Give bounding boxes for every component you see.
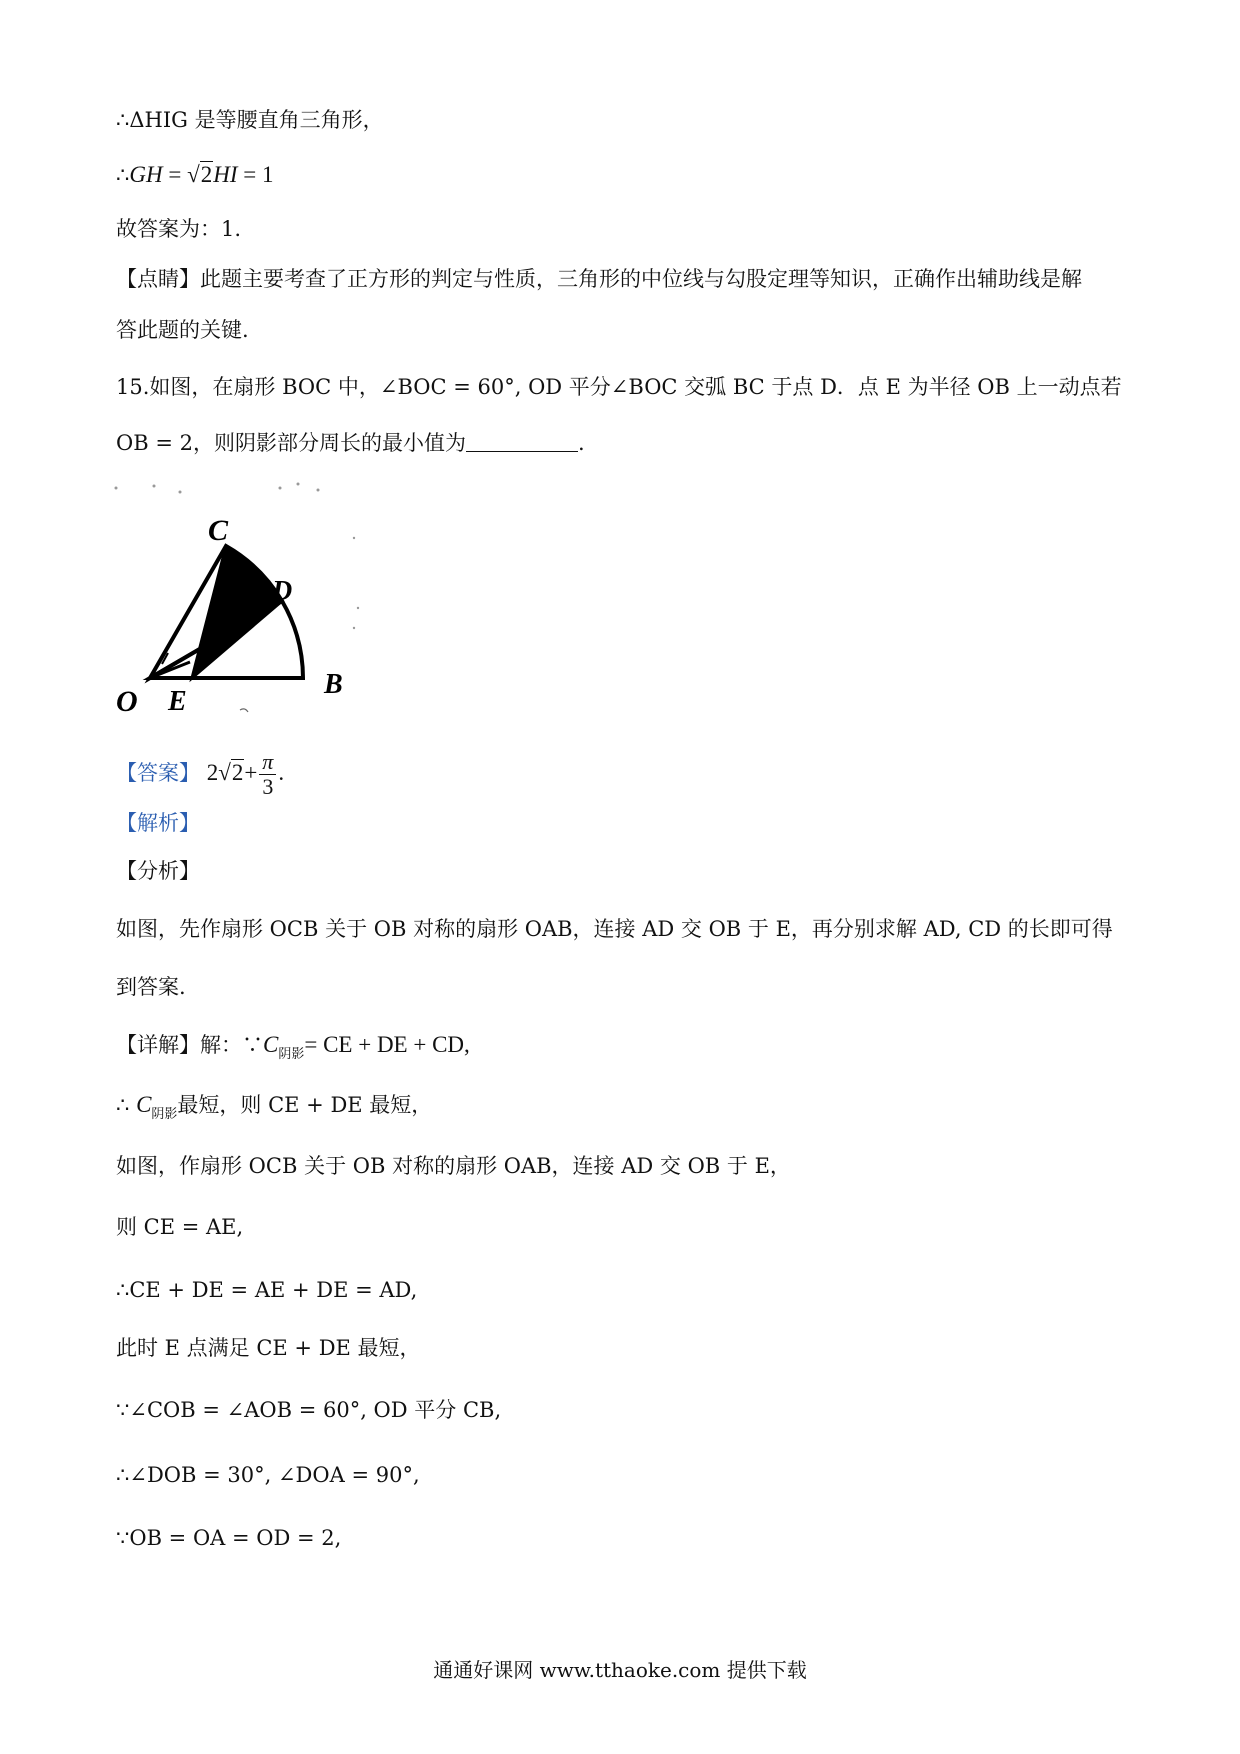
label-d: D — [272, 576, 293, 607]
noise-mark — [240, 709, 248, 712]
detail-line-5: ∴CE + DE = AE + DE = AD, — [116, 1278, 418, 1302]
sqrt-symbol: √ — [218, 760, 231, 785]
text-line-2 — [116, 160, 273, 190]
math-hi: HI — [213, 162, 238, 187]
answer-fraction — [259, 750, 276, 799]
label-o: O — [116, 685, 138, 718]
answer-line — [116, 750, 284, 799]
jiexi-heading: 【解析】 — [116, 811, 200, 835]
subscript-shadow: 阴影 — [278, 1047, 305, 1062]
text-line-4: 【点睛】此题主要考查了正方形的判定与性质，三角形的中位线与勾股定理等知识，正确作出辅助线是解 — [116, 267, 1082, 291]
detail-line-6: 此时 E 点满足 CE + DE 最短， — [116, 1336, 421, 1360]
answer-label: 【答案】 — [116, 761, 200, 785]
fenxi-heading: 【分析】 — [116, 859, 200, 883]
label-e: E — [168, 686, 187, 717]
answer-plus: + — [244, 760, 258, 785]
question-15-line-1: 15.如图，在扇形 BOC 中，∠BOC = 60°, OD 平分∠BOC 交弧 BC 于点 D．点 E 为半径 OB 上一动点若 — [116, 375, 1122, 399]
question-text: OB = 2，则阴影部分周长的最小值为 — [116, 431, 466, 455]
math-c: C — [136, 1092, 152, 1117]
label-b: B — [324, 669, 343, 700]
detail-line-9: ∵OB = OA = OD = 2, — [116, 1526, 342, 1550]
therefore-symbol: ∴ — [116, 1093, 130, 1117]
label-c: C — [208, 514, 229, 547]
detail-line-7: ∵∠COB = ∠AOB = 60°, OD 平分 CB, — [116, 1398, 502, 1422]
detail-line-2 — [116, 1090, 432, 1130]
detail-equation: = CE + DE + CD, — [304, 1032, 470, 1057]
footer-credit: 通通好课网 www.tthaoke.com 提供下载 — [433, 1658, 807, 1682]
period: . — [577, 431, 585, 455]
answer-sqrt-radicand: 2 — [231, 760, 244, 785]
text-line-3: 故答案为：1. — [116, 217, 242, 241]
detail-line-4: 则 CE = AE, — [116, 1215, 244, 1239]
text-line-1: ∴ΔHIG 是等腰直角三角形， — [116, 108, 384, 132]
therefore-symbol: ∴ — [116, 163, 130, 187]
detail-line-1 — [116, 1030, 470, 1070]
sector-figure — [110, 478, 370, 723]
detail-text: 最短，则 CE + DE 最短， — [177, 1093, 433, 1117]
answer-coef: 2 — [206, 760, 219, 785]
math-rest: = 1 — [237, 162, 274, 187]
shaded-region — [192, 546, 282, 678]
analysis-line-2: 到答案. — [116, 975, 186, 999]
math-gh: GH — [129, 162, 163, 187]
detail-line-3: 如图，作扇形 OCB 关于 OB 对称的扇形 OAB，连接 AD 交 OB 于 E， — [116, 1154, 791, 1178]
fraction-numerator: π — [259, 750, 276, 775]
analysis-line-1: 如图，先作扇形 OCB 关于 OB 对称的扇形 OAB，连接 AD 交 OB 于 E，再分别求解 AD, CD 的长即可得 — [116, 917, 1113, 941]
subscript-shadow: 阴影 — [151, 1107, 178, 1122]
detail-line-8: ∴∠DOB = 30°, ∠DOA = 90°, — [116, 1463, 420, 1487]
question-15-line-2 — [116, 428, 585, 458]
fraction-denominator: 3 — [262, 774, 274, 799]
answer-blank — [466, 431, 578, 452]
sqrt-symbol: √ — [187, 162, 200, 187]
answer-period: . — [278, 760, 285, 785]
sqrt-radicand: 2 — [200, 162, 213, 187]
math-c: C — [263, 1032, 279, 1057]
text-line-5: 答此题的关键. — [116, 318, 249, 342]
math-eq: = — [162, 162, 188, 187]
detail-prefix: 【详解】解：∵ — [116, 1033, 263, 1057]
